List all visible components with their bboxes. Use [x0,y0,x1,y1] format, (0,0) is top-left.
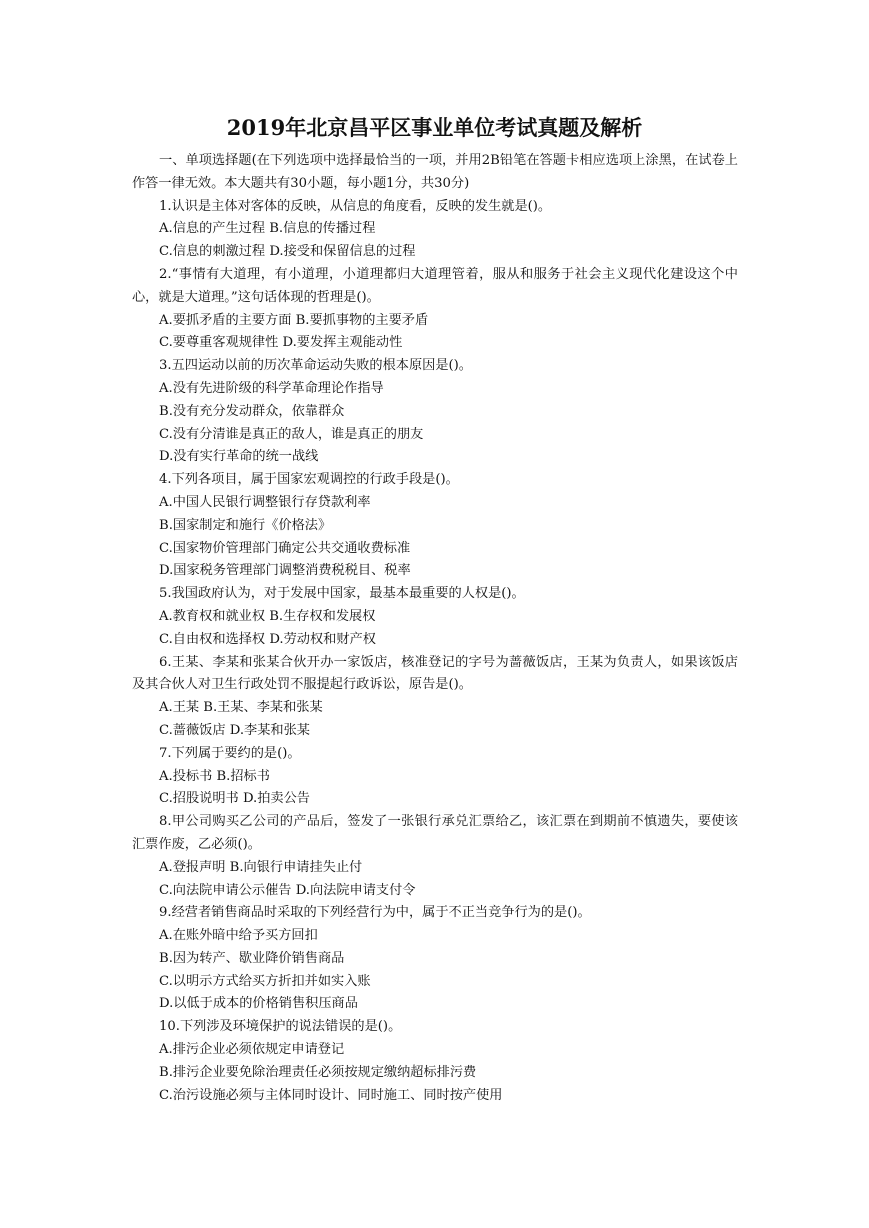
question-line: C.以明示方式给买方折扣并如实入账 [159,973,371,989]
question-line: D.没有实行革命的统一战线 [159,449,319,465]
question-line: A.教育权和就业权 B.生存权和发展权 [159,608,376,624]
question-line: C.招股说明书 D.拍卖公告 [159,791,310,807]
question-line: C.自由权和选择权 D.劳动权和财产权 [159,631,376,647]
question-line: 10.下列涉及环境保护的说法错误的是()。 [159,1019,402,1035]
question-line: A.没有先进阶级的科学革命理论作指导 [159,380,384,396]
question-line: 8.甲公司购买乙公司的产品后，签发了一张银行承兑汇票给乙，该汇票在到期前不慎遗失，要使该汇票作废，乙必须()。 [132,814,738,852]
question-line: C.没有分清谁是真正的敌人，谁是真正的朋友 [159,426,424,442]
question-line: 6.王某、李某和张某合伙开办一家饭店，核准登记的字号为蔷薇饭店，王某为负责人，如果该饭店及其合伙人对卫生行政处罚不服提起行政诉讼，原告是()。 [132,654,738,693]
question-line: B.排污企业要免除治理责任必须按规定缴纳超标排污费 [159,1064,477,1080]
question-line: A.排污企业必须依规定申请登记 [159,1042,345,1058]
document-body [132,150,738,1107]
question-line: 1.认识是主体对客体的反映，从信息的角度看，反映的发生就是()。 [159,198,552,214]
question-line: A.信息的产生过程 B.信息的传播过程 [159,221,376,237]
question-line: A.王某 B.王某、李某和张某 [159,700,323,716]
question-line: 2.“事情有大道理，有小道理，小道理都归大道理管着，服从和服务于社会主义现代化建设这个中心，就是大道理。”这句话体现的哲理是()。 [132,266,738,305]
question-line: A.中国人民银行调整银行存贷款利率 [159,494,371,510]
question-line: A.登报声明 B.向银行申请挂失止付 [159,859,363,875]
question-line: B.没有充分发动群众，依靠群众 [159,403,345,419]
question-line: 3.五四运动以前的历次革命运动失败的根本原因是()。 [159,358,472,374]
question-line: C.信息的刺激过程 D.接受和保留信息的过程 [159,244,416,260]
question-line: C.治污设施必须与主体同时设计、同时施工、同时按产使用 [159,1087,503,1103]
question-line: C.蔷薇饭店 D.李某和张某 [159,722,310,738]
question-line: B.因为转产、歇业降价销售商品 [159,950,345,966]
question-line: A.在账外暗中给予买方回扣 [159,928,318,944]
question-line: A.要抓矛盾的主要方面 B.要抓事物的主要矛盾 [159,312,429,328]
document-title: 2019年北京昌平区事业单位考试真题及解析 [226,115,643,140]
question-line: 9.经营者销售商品时采取的下列经营行为中，属于不正当竞争行为的是()。 [159,905,591,921]
section-heading: 一、单项选择题(在下列选项中选择最恰当的一项，并用2B铅笔在答题卡相应选项上涂黑，在试卷上作答一律无效。本大题共有30小题，每小题1分，共30分) [132,153,738,191]
question-line: C.向法院申请公示催告 D.向法院申请支付令 [159,882,416,898]
question-line: B.国家制定和施行《价格法》 [159,517,332,533]
question-line: A.投标书 B.招标书 [159,768,270,784]
question-line: 5.我国政府认为，对于发展中国家，最基本最重要的人权是()。 [159,586,525,602]
question-line: C.国家物价管理部门确定公共交通收费标准 [159,540,411,556]
question-line: 7.下列属于要约的是()。 [159,745,301,761]
question-line: D.以低于成本的价格销售积压商品 [159,996,358,1012]
question-line: D.国家税务管理部门调整消费税税目、税率 [159,563,411,579]
question-line: C.要尊重客观规律性 D.要发挥主观能动性 [159,335,403,351]
question-line: 4.下列各项目，属于国家宏观调控的行政手段是()。 [159,472,459,488]
